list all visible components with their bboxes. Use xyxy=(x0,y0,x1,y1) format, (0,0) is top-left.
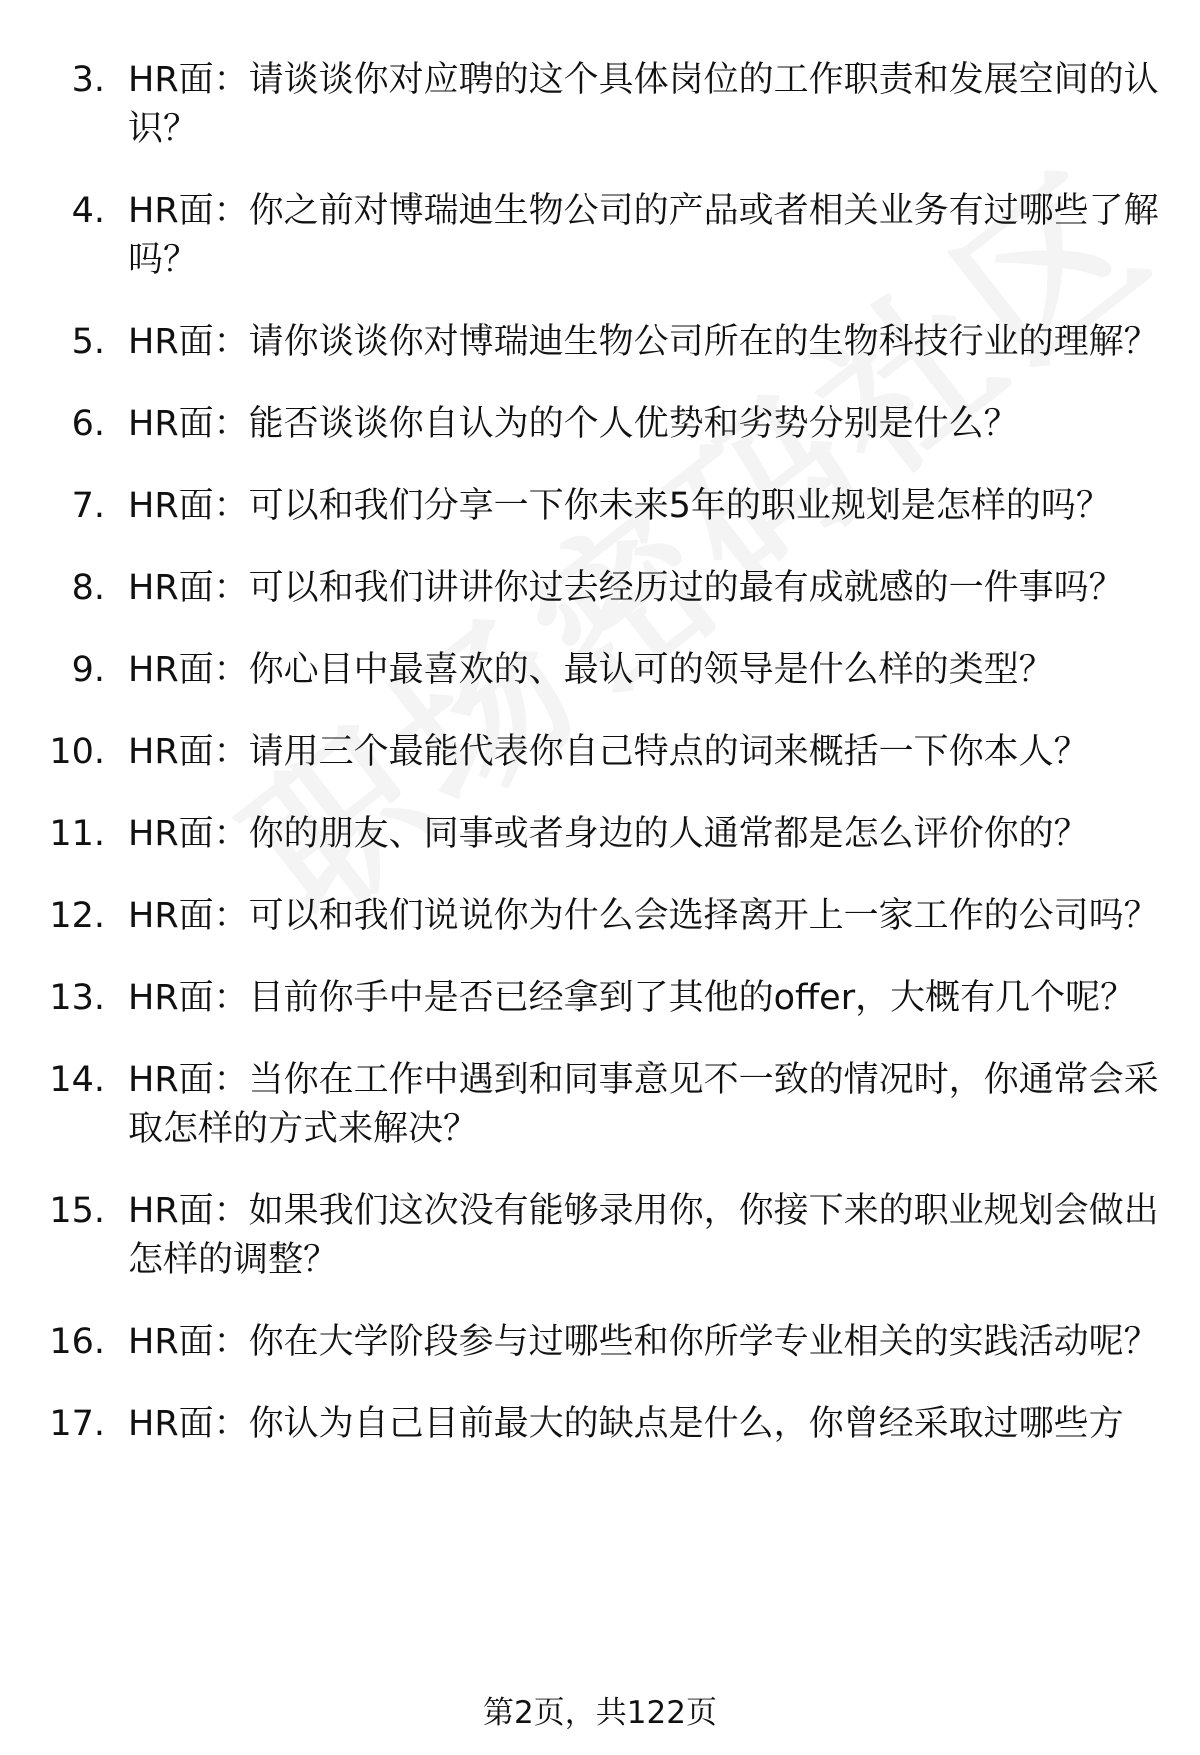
item-text: HR面：可以和我们说说你为什么会选择离开上一家工作的公司吗？ xyxy=(128,896,1159,936)
list-item xyxy=(0,1400,1200,1449)
list-item xyxy=(0,56,1200,154)
item-number: 9. xyxy=(71,650,105,690)
list-item xyxy=(0,187,1200,285)
item-number: 14. xyxy=(49,1060,105,1100)
item-number: 7. xyxy=(71,486,105,526)
item-text: HR面：请用三个最能代表你自己特点的词来概括一下你本人？ xyxy=(128,732,1089,772)
item-text: HR面：如果我们这次没有能够录用你，你接下来的职业规划会做出怎样的调整？ xyxy=(128,1191,1159,1280)
item-number: 8. xyxy=(71,568,105,608)
list-item xyxy=(0,646,1200,695)
item-text: HR面：当你在工作中遇到和同事意见不一致的情况时，你通常会采取怎样的方式来解决？ xyxy=(128,1060,1159,1149)
item-number: 3. xyxy=(71,60,105,100)
item-text: HR面：你的朋友、同事或者身边的人通常都是怎么评价你的？ xyxy=(128,814,1089,854)
item-text: HR面：能否谈谈你自认为的个人优势和劣势分别是什么？ xyxy=(128,404,1019,444)
item-text: HR面：你之前对博瑞迪生物公司的产品或者相关业务有过哪些了解吗？ xyxy=(128,191,1159,280)
item-text: HR面：可以和我们讲讲你过去经历过的最有成就感的一件事吗？ xyxy=(128,568,1124,608)
item-text: HR面：你认为自己目前最大的缺点是什么，你曾经采取过哪些方 xyxy=(128,1404,1124,1444)
item-text: HR面：你心目中最喜欢的、最认可的领导是什么样的类型？ xyxy=(128,650,1054,690)
list-item xyxy=(0,482,1200,531)
item-text: HR面：请你谈谈你对博瑞迪生物公司所在的生物科技行业的理解？ xyxy=(128,322,1159,362)
item-text: HR面：你在大学阶段参与过哪些和你所学专业相关的实践活动呢？ xyxy=(128,1322,1159,1362)
list-item xyxy=(0,318,1200,367)
item-number: 6. xyxy=(71,404,105,444)
item-number: 17. xyxy=(49,1404,105,1444)
item-number: 16. xyxy=(49,1322,105,1362)
list-item xyxy=(0,1056,1200,1154)
page-footer: 第2页，共122页 xyxy=(483,1695,717,1731)
list-item xyxy=(0,728,1200,777)
item-number: 13. xyxy=(49,978,105,1018)
item-text: HR面：可以和我们分享一下你未来5年的职业规划是怎样的吗？ xyxy=(128,486,1111,526)
list-item xyxy=(0,1187,1200,1285)
list-item xyxy=(0,1318,1200,1367)
item-number: 10. xyxy=(49,732,105,772)
item-number: 15. xyxy=(49,1191,105,1231)
list-item xyxy=(0,974,1200,1023)
item-number: 4. xyxy=(71,191,105,231)
item-number: 5. xyxy=(71,322,105,362)
list-item xyxy=(0,564,1200,613)
list-item xyxy=(0,400,1200,449)
item-number: 12. xyxy=(49,896,105,936)
list-item xyxy=(0,892,1200,941)
list-item xyxy=(0,810,1200,859)
item-text: HR面：目前你手中是否已经拿到了其他的offer，大概有几个呢？ xyxy=(128,978,1136,1018)
item-text: HR面：请谈谈你对应聘的这个具体岗位的工作职责和发展空间的认识？ xyxy=(128,60,1159,149)
question-list xyxy=(0,56,1200,1482)
item-number: 11. xyxy=(49,814,105,854)
